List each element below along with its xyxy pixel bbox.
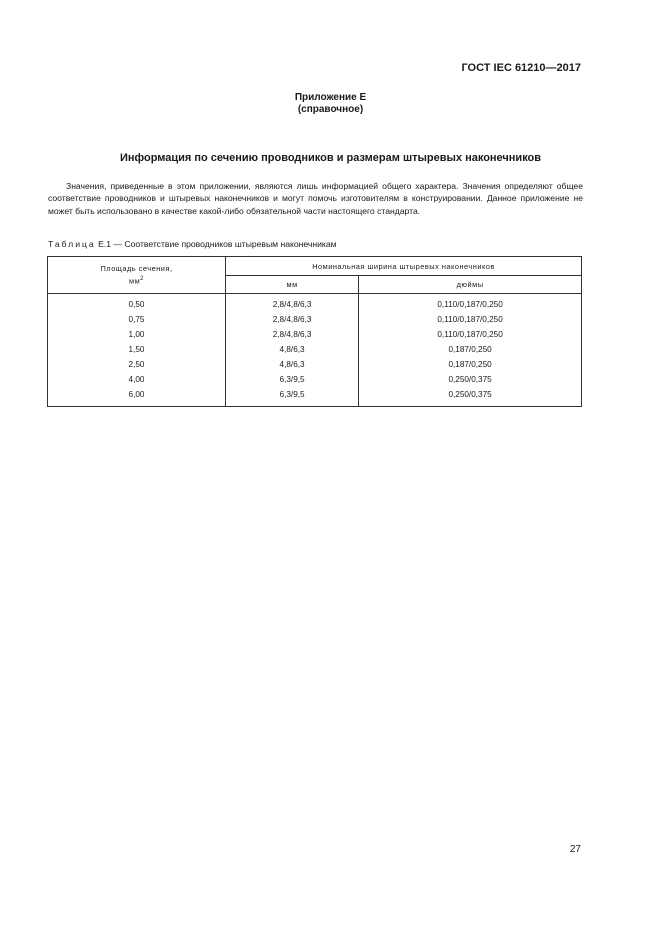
header-area-unit-power: 2	[140, 275, 144, 282]
body-paragraph	[48, 180, 583, 217]
cell-mm: 4,8/6,3	[226, 357, 359, 372]
table-caption	[48, 239, 337, 249]
header-area-unit: мм	[128, 276, 141, 286]
cell-inch: 0,250/0,375	[359, 387, 582, 407]
cell-mm: 6,3/9,5	[226, 387, 359, 407]
table-row	[48, 342, 582, 357]
table-caption-text: Е.1 — Соответствие проводников штыревым наконечникам	[98, 239, 337, 249]
annex-title: Приложение Е	[294, 92, 367, 103]
header-area	[48, 257, 226, 294]
cell-area: 4,00	[48, 372, 226, 387]
table-row	[48, 294, 582, 313]
cell-area: 2,50	[48, 357, 226, 372]
cell-mm: 2,8/4,8/6,3	[226, 327, 359, 342]
cell-mm: 6,3/9,5	[226, 372, 359, 387]
cell-mm: 2,8/4,8/6,3	[226, 312, 359, 327]
section-title: Информация по сечению проводников и размерам штыревых наконечников	[119, 152, 542, 164]
header-area-label: Площадь сечения,	[100, 263, 173, 273]
header-nominal-width: Номинальная ширина штыревых наконечников	[226, 257, 582, 276]
cell-inch: 0,250/0,375	[359, 372, 582, 387]
conductor-tab-table	[47, 256, 582, 407]
body-paragraph-text: Значения, приведенные в этом приложении, являются лишь информацией общего характера. Значения определяют общее соответствие проводников и штыревых наконечников и могут помочь изготовителям в конструировании. Данное приложение не может быть использовано в качестве какой-либо обязательной части настоящего стандарта.	[48, 181, 583, 216]
cell-mm: 4,8/6,3	[226, 342, 359, 357]
cell-inch: 0,110/0,187/0,250	[359, 327, 582, 342]
header-mm: мм	[226, 276, 359, 294]
header-inch: дюймы	[359, 276, 582, 294]
cell-area: 1,50	[48, 342, 226, 357]
annex-subtitle: (справочное)	[297, 104, 364, 115]
cell-inch: 0,187/0,250	[359, 342, 582, 357]
cell-area: 1,00	[48, 327, 226, 342]
cell-area: 6,00	[48, 387, 226, 407]
cell-inch: 0,110/0,187/0,250	[359, 312, 582, 327]
cell-inch: 0,110/0,187/0,250	[359, 294, 582, 313]
table-row	[48, 357, 582, 372]
table-caption-label: Таблица	[48, 239, 96, 249]
table-row	[48, 327, 582, 342]
cell-area: 0,50	[48, 294, 226, 313]
table-row	[48, 372, 582, 387]
cell-inch: 0,187/0,250	[359, 357, 582, 372]
cell-area: 0,75	[48, 312, 226, 327]
table-row	[48, 387, 582, 407]
page-number: 27	[569, 844, 581, 855]
standard-designation: ГОСТ IEC 61210—2017	[461, 62, 581, 74]
table-row	[48, 312, 582, 327]
cell-mm: 2,8/4,8/6,3	[226, 294, 359, 313]
